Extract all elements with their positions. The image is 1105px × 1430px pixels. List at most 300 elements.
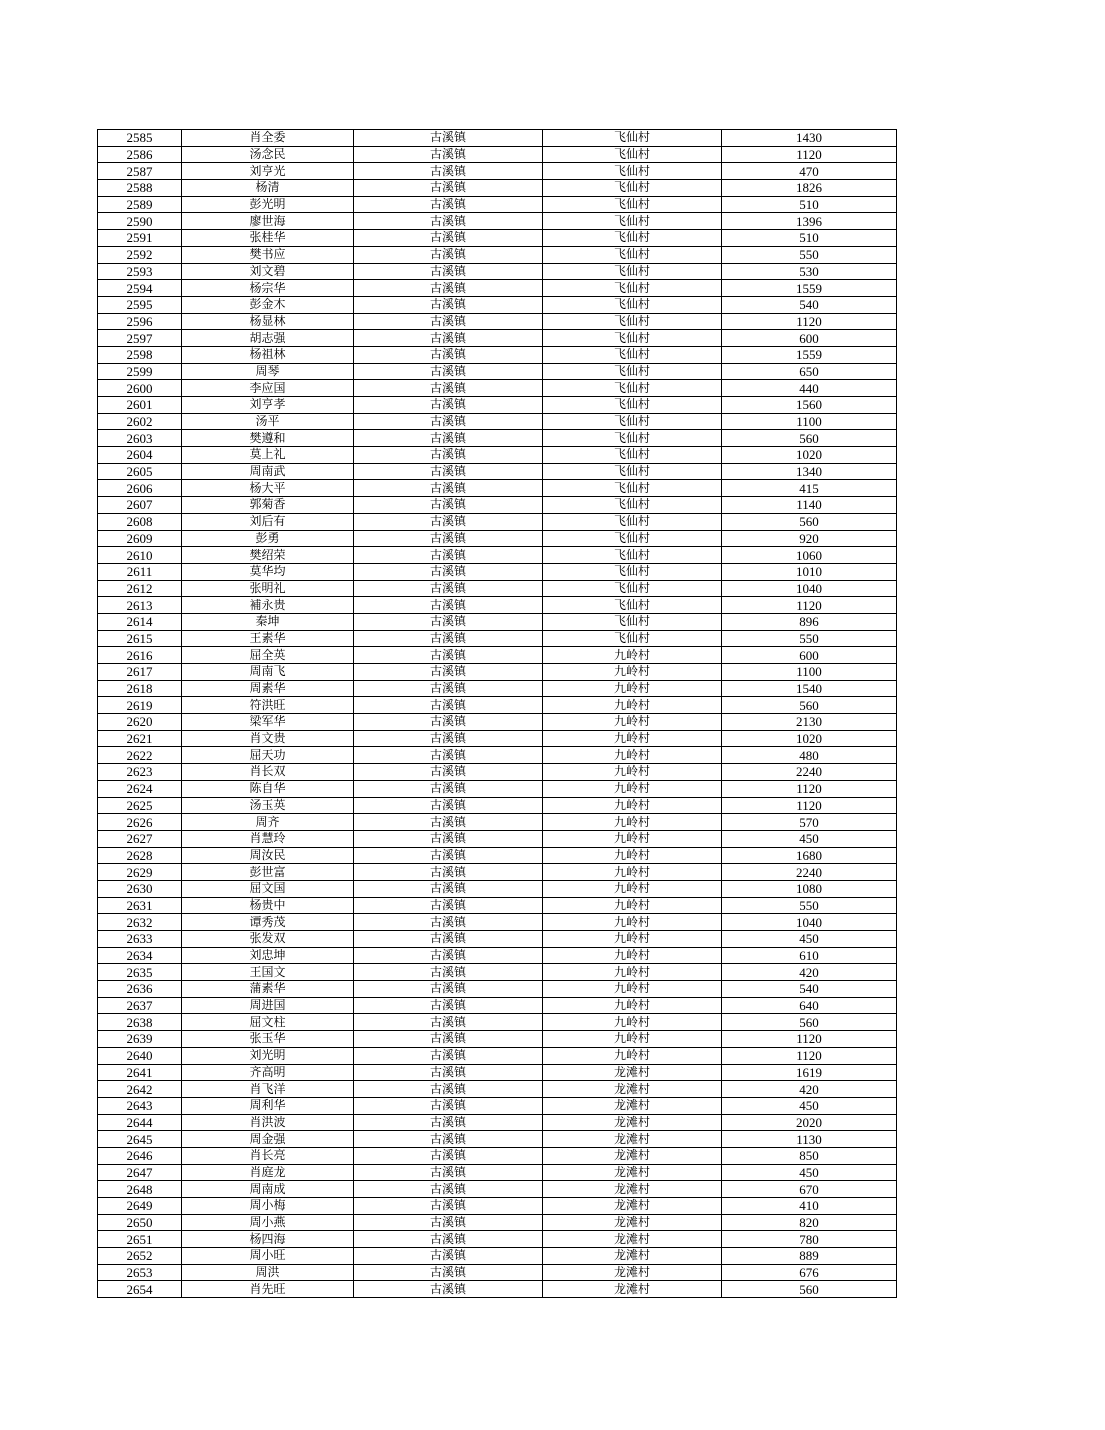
row-number-cell: 2614 [98, 613, 182, 630]
amount-cell: 570 [722, 814, 897, 831]
row-number-cell: 2648 [98, 1181, 182, 1198]
village-cell: 九岭村 [543, 830, 722, 847]
town-cell: 古溪镇 [354, 1114, 543, 1131]
town-cell: 古溪镇 [354, 1031, 543, 1048]
table-row [98, 413, 897, 430]
row-number-cell: 2629 [98, 864, 182, 881]
name-cell: 肖长亮 [182, 1147, 354, 1164]
amount-cell: 1040 [722, 580, 897, 597]
name-cell: 彭世富 [182, 864, 354, 881]
amount-cell: 415 [722, 480, 897, 497]
village-cell: 九岭村 [543, 797, 722, 814]
amount-cell: 1619 [722, 1064, 897, 1081]
name-cell: 補永贵 [182, 597, 354, 614]
table-row [98, 497, 897, 514]
row-number-cell: 2654 [98, 1281, 182, 1298]
table-row [98, 280, 897, 297]
town-cell: 古溪镇 [354, 480, 543, 497]
row-number-cell: 2634 [98, 947, 182, 964]
town-cell: 古溪镇 [354, 230, 543, 247]
village-cell: 飞仙村 [543, 130, 722, 147]
row-number-cell: 2630 [98, 880, 182, 897]
village-cell: 飞仙村 [543, 530, 722, 547]
village-cell: 九岭村 [543, 664, 722, 681]
amount-cell: 600 [722, 330, 897, 347]
town-cell: 古溪镇 [354, 530, 543, 547]
amount-cell: 640 [722, 997, 897, 1014]
village-cell: 飞仙村 [543, 480, 722, 497]
village-cell: 九岭村 [543, 981, 722, 998]
row-number-cell: 2615 [98, 630, 182, 647]
village-cell: 龙滩村 [543, 1214, 722, 1231]
name-cell: 莫上礼 [182, 447, 354, 464]
town-cell: 古溪镇 [354, 630, 543, 647]
town-cell: 古溪镇 [354, 213, 543, 230]
row-number-cell: 2643 [98, 1097, 182, 1114]
town-cell: 古溪镇 [354, 730, 543, 747]
amount-cell: 550 [722, 897, 897, 914]
town-cell: 古溪镇 [354, 830, 543, 847]
town-cell: 古溪镇 [354, 413, 543, 430]
name-cell: 郭菊香 [182, 497, 354, 514]
amount-cell: 1560 [722, 397, 897, 414]
village-cell: 九岭村 [543, 747, 722, 764]
name-cell: 肖庭龙 [182, 1164, 354, 1181]
table-row [98, 313, 897, 330]
amount-cell: 450 [722, 931, 897, 948]
table-row [98, 1198, 897, 1215]
table-row [98, 964, 897, 981]
name-cell: 肖全委 [182, 130, 354, 147]
amount-cell: 650 [722, 363, 897, 380]
name-cell: 彭光明 [182, 196, 354, 213]
town-cell: 古溪镇 [354, 814, 543, 831]
town-cell: 古溪镇 [354, 180, 543, 197]
table-row [98, 847, 897, 864]
town-cell: 古溪镇 [354, 797, 543, 814]
town-cell: 古溪镇 [354, 463, 543, 480]
row-number-cell: 2587 [98, 163, 182, 180]
amount-cell: 450 [722, 1164, 897, 1181]
row-number-cell: 2640 [98, 1047, 182, 1064]
town-cell: 古溪镇 [354, 931, 543, 948]
village-cell: 飞仙村 [543, 430, 722, 447]
name-cell: 刘光明 [182, 1047, 354, 1064]
table-row [98, 463, 897, 480]
name-cell: 杨四海 [182, 1231, 354, 1248]
table-row [98, 346, 897, 363]
town-cell: 古溪镇 [354, 780, 543, 797]
table-row [98, 797, 897, 814]
row-number-cell: 2600 [98, 380, 182, 397]
amount-cell: 450 [722, 830, 897, 847]
town-cell: 古溪镇 [354, 313, 543, 330]
table-row [98, 1064, 897, 1081]
table-row [98, 130, 897, 147]
row-number-cell: 2637 [98, 997, 182, 1014]
name-cell: 彭勇 [182, 530, 354, 547]
amount-cell: 1120 [722, 780, 897, 797]
table-row [98, 296, 897, 313]
amount-cell: 480 [722, 747, 897, 764]
table-row [98, 1031, 897, 1048]
name-cell: 刘后有 [182, 513, 354, 530]
name-cell: 张桂华 [182, 230, 354, 247]
name-cell: 屈天功 [182, 747, 354, 764]
name-cell: 周金强 [182, 1131, 354, 1148]
row-number-cell: 2625 [98, 797, 182, 814]
village-cell: 九岭村 [543, 764, 722, 781]
table-row [98, 1264, 897, 1281]
town-cell: 古溪镇 [354, 897, 543, 914]
town-cell: 古溪镇 [354, 547, 543, 564]
table-row [98, 263, 897, 280]
table-row [98, 530, 897, 547]
village-cell: 飞仙村 [543, 613, 722, 630]
name-cell: 周小梅 [182, 1198, 354, 1215]
town-cell: 古溪镇 [354, 1014, 543, 1031]
row-number-cell: 2651 [98, 1231, 182, 1248]
row-number-cell: 2602 [98, 413, 182, 430]
row-number-cell: 2641 [98, 1064, 182, 1081]
town-cell: 古溪镇 [354, 1281, 543, 1298]
village-cell: 龙滩村 [543, 1147, 722, 1164]
amount-cell: 1340 [722, 463, 897, 480]
village-cell: 九岭村 [543, 864, 722, 881]
row-number-cell: 2599 [98, 363, 182, 380]
town-cell: 古溪镇 [354, 146, 543, 163]
village-cell: 飞仙村 [543, 163, 722, 180]
row-number-cell: 2624 [98, 780, 182, 797]
amount-cell: 1430 [722, 130, 897, 147]
table-row [98, 931, 897, 948]
amount-cell: 2240 [722, 864, 897, 881]
table-row [98, 246, 897, 263]
amount-cell: 2240 [722, 764, 897, 781]
table-row [98, 1131, 897, 1148]
name-cell: 肖洪波 [182, 1114, 354, 1131]
village-cell: 龙滩村 [543, 1198, 722, 1215]
town-cell: 古溪镇 [354, 647, 543, 664]
table-row [98, 1231, 897, 1248]
village-cell: 飞仙村 [543, 413, 722, 430]
village-cell: 飞仙村 [543, 513, 722, 530]
row-number-cell: 2622 [98, 747, 182, 764]
row-number-cell: 2603 [98, 430, 182, 447]
amount-cell: 2020 [722, 1114, 897, 1131]
village-cell: 飞仙村 [543, 246, 722, 263]
amount-cell: 560 [722, 697, 897, 714]
row-number-cell: 2647 [98, 1164, 182, 1181]
town-cell: 古溪镇 [354, 864, 543, 881]
town-cell: 古溪镇 [354, 1081, 543, 1098]
town-cell: 古溪镇 [354, 246, 543, 263]
row-number-cell: 2612 [98, 580, 182, 597]
table-row [98, 1181, 897, 1198]
row-number-cell: 2636 [98, 981, 182, 998]
village-cell: 九岭村 [543, 680, 722, 697]
table-row [98, 1248, 897, 1265]
row-number-cell: 2638 [98, 1014, 182, 1031]
name-cell: 杨贵中 [182, 897, 354, 914]
village-cell: 龙滩村 [543, 1231, 722, 1248]
village-cell: 飞仙村 [543, 213, 722, 230]
table-row [98, 1281, 897, 1298]
row-number-cell: 2620 [98, 714, 182, 731]
table-row [98, 613, 897, 630]
table-row [98, 814, 897, 831]
town-cell: 古溪镇 [354, 330, 543, 347]
village-cell: 龙滩村 [543, 1131, 722, 1148]
village-cell: 飞仙村 [543, 463, 722, 480]
row-number-cell: 2609 [98, 530, 182, 547]
town-cell: 古溪镇 [354, 981, 543, 998]
town-cell: 古溪镇 [354, 1131, 543, 1148]
village-cell: 飞仙村 [543, 146, 722, 163]
town-cell: 古溪镇 [354, 947, 543, 964]
amount-cell: 510 [722, 230, 897, 247]
name-cell: 杨宗华 [182, 280, 354, 297]
amount-cell: 550 [722, 630, 897, 647]
town-cell: 古溪镇 [354, 296, 543, 313]
amount-cell: 560 [722, 430, 897, 447]
village-cell: 飞仙村 [543, 630, 722, 647]
town-cell: 古溪镇 [354, 847, 543, 864]
village-cell: 九岭村 [543, 697, 722, 714]
row-number-cell: 2591 [98, 230, 182, 247]
town-cell: 古溪镇 [354, 447, 543, 464]
name-cell: 肖先旺 [182, 1281, 354, 1298]
amount-cell: 1100 [722, 413, 897, 430]
village-cell: 飞仙村 [543, 447, 722, 464]
table-row [98, 680, 897, 697]
row-number-cell: 2631 [98, 897, 182, 914]
table-row [98, 563, 897, 580]
name-cell: 周南成 [182, 1181, 354, 1198]
table-row [98, 1081, 897, 1098]
row-number-cell: 2653 [98, 1264, 182, 1281]
name-cell: 周小燕 [182, 1214, 354, 1231]
table-row [98, 597, 897, 614]
row-number-cell: 2601 [98, 397, 182, 414]
town-cell: 古溪镇 [354, 914, 543, 931]
town-cell: 古溪镇 [354, 1248, 543, 1265]
name-cell: 刘文碧 [182, 263, 354, 280]
table-row [98, 146, 897, 163]
town-cell: 古溪镇 [354, 1064, 543, 1081]
village-cell: 龙滩村 [543, 1097, 722, 1114]
name-cell: 刘亨光 [182, 163, 354, 180]
row-number-cell: 2593 [98, 263, 182, 280]
row-number-cell: 2635 [98, 964, 182, 981]
name-cell: 胡志强 [182, 330, 354, 347]
village-cell: 飞仙村 [543, 397, 722, 414]
row-number-cell: 2595 [98, 296, 182, 313]
row-number-cell: 2585 [98, 130, 182, 147]
amount-cell: 850 [722, 1147, 897, 1164]
amount-cell: 1020 [722, 447, 897, 464]
name-cell: 汤平 [182, 413, 354, 430]
amount-cell: 820 [722, 1214, 897, 1231]
village-cell: 九岭村 [543, 714, 722, 731]
amount-cell: 440 [722, 380, 897, 397]
row-number-cell: 2611 [98, 563, 182, 580]
row-number-cell: 2590 [98, 213, 182, 230]
table-row [98, 163, 897, 180]
table-row [98, 630, 897, 647]
amount-cell: 560 [722, 1281, 897, 1298]
name-cell: 樊绍荣 [182, 547, 354, 564]
village-cell: 龙滩村 [543, 1164, 722, 1181]
name-cell: 肖飞洋 [182, 1081, 354, 1098]
table-row [98, 213, 897, 230]
amount-cell: 1040 [722, 914, 897, 931]
village-cell: 九岭村 [543, 647, 722, 664]
table-row [98, 196, 897, 213]
table-row [98, 780, 897, 797]
amount-cell: 540 [722, 296, 897, 313]
name-cell: 汤念民 [182, 146, 354, 163]
table-row [98, 1047, 897, 1064]
name-cell: 肖长双 [182, 764, 354, 781]
row-number-cell: 2619 [98, 697, 182, 714]
row-number-cell: 2645 [98, 1131, 182, 1148]
table-row [98, 330, 897, 347]
table-row [98, 714, 897, 731]
amount-cell: 1826 [722, 180, 897, 197]
village-cell: 飞仙村 [543, 330, 722, 347]
table-row [98, 1164, 897, 1181]
row-number-cell: 2616 [98, 647, 182, 664]
name-cell: 廖世海 [182, 213, 354, 230]
village-cell: 九岭村 [543, 931, 722, 948]
name-cell: 秦坤 [182, 613, 354, 630]
amount-cell: 1100 [722, 664, 897, 681]
name-cell: 杨显林 [182, 313, 354, 330]
name-cell: 汤玉英 [182, 797, 354, 814]
town-cell: 古溪镇 [354, 280, 543, 297]
village-cell: 九岭村 [543, 814, 722, 831]
amount-cell: 1680 [722, 847, 897, 864]
table-row [98, 580, 897, 597]
table-row [98, 764, 897, 781]
row-number-cell: 2639 [98, 1031, 182, 1048]
row-number-cell: 2604 [98, 447, 182, 464]
amount-cell: 1010 [722, 563, 897, 580]
amount-cell: 560 [722, 1014, 897, 1031]
name-cell: 谭秀茂 [182, 914, 354, 931]
table-row [98, 230, 897, 247]
village-cell: 飞仙村 [543, 280, 722, 297]
amount-cell: 1396 [722, 213, 897, 230]
village-cell: 飞仙村 [543, 313, 722, 330]
row-number-cell: 2633 [98, 931, 182, 948]
amount-cell: 450 [722, 1097, 897, 1114]
village-cell: 飞仙村 [543, 580, 722, 597]
amount-cell: 540 [722, 981, 897, 998]
amount-cell: 2130 [722, 714, 897, 731]
village-cell: 九岭村 [543, 780, 722, 797]
town-cell: 古溪镇 [354, 1214, 543, 1231]
village-cell: 九岭村 [543, 847, 722, 864]
table-row [98, 981, 897, 998]
town-cell: 古溪镇 [354, 1231, 543, 1248]
row-number-cell: 2589 [98, 196, 182, 213]
village-cell: 九岭村 [543, 964, 722, 981]
amount-cell: 1080 [722, 880, 897, 897]
row-number-cell: 2650 [98, 1214, 182, 1231]
row-number-cell: 2596 [98, 313, 182, 330]
town-cell: 古溪镇 [354, 1198, 543, 1215]
town-cell: 古溪镇 [354, 363, 543, 380]
town-cell: 古溪镇 [354, 263, 543, 280]
table-row [98, 730, 897, 747]
row-number-cell: 2613 [98, 597, 182, 614]
amount-cell: 896 [722, 613, 897, 630]
table-row [98, 1114, 897, 1131]
name-cell: 彭金木 [182, 296, 354, 313]
row-number-cell: 2610 [98, 547, 182, 564]
table-row [98, 697, 897, 714]
name-cell: 樊书应 [182, 246, 354, 263]
name-cell: 屈文柱 [182, 1014, 354, 1031]
row-number-cell: 2598 [98, 346, 182, 363]
table-row [98, 830, 897, 847]
table-row [98, 1214, 897, 1231]
table-row [98, 1147, 897, 1164]
row-number-cell: 2605 [98, 463, 182, 480]
row-number-cell: 2618 [98, 680, 182, 697]
table-row [98, 180, 897, 197]
row-number-cell: 2627 [98, 830, 182, 847]
village-cell: 九岭村 [543, 880, 722, 897]
name-cell: 肖文贵 [182, 730, 354, 747]
table-row [98, 480, 897, 497]
table-row [98, 880, 897, 897]
village-cell: 九岭村 [543, 730, 722, 747]
amount-cell: 470 [722, 163, 897, 180]
name-cell: 周素华 [182, 680, 354, 697]
town-cell: 古溪镇 [354, 747, 543, 764]
row-number-cell: 2646 [98, 1147, 182, 1164]
name-cell: 王素华 [182, 630, 354, 647]
village-cell: 飞仙村 [543, 547, 722, 564]
amount-cell: 420 [722, 1081, 897, 1098]
village-cell: 飞仙村 [543, 296, 722, 313]
row-number-cell: 2642 [98, 1081, 182, 1098]
row-number-cell: 2621 [98, 730, 182, 747]
amount-cell: 1140 [722, 497, 897, 514]
village-cell: 飞仙村 [543, 597, 722, 614]
amount-cell: 600 [722, 647, 897, 664]
row-number-cell: 2626 [98, 814, 182, 831]
table-row [98, 513, 897, 530]
data-table [97, 129, 897, 1298]
row-number-cell: 2628 [98, 847, 182, 864]
table-row [98, 1097, 897, 1114]
name-cell: 肖慧玲 [182, 830, 354, 847]
town-cell: 古溪镇 [354, 764, 543, 781]
town-cell: 古溪镇 [354, 613, 543, 630]
table-row [98, 747, 897, 764]
town-cell: 古溪镇 [354, 714, 543, 731]
row-number-cell: 2644 [98, 1114, 182, 1131]
town-cell: 古溪镇 [354, 513, 543, 530]
table-row [98, 664, 897, 681]
village-cell: 龙滩村 [543, 1181, 722, 1198]
town-cell: 古溪镇 [354, 597, 543, 614]
name-cell: 刘忠坤 [182, 947, 354, 964]
